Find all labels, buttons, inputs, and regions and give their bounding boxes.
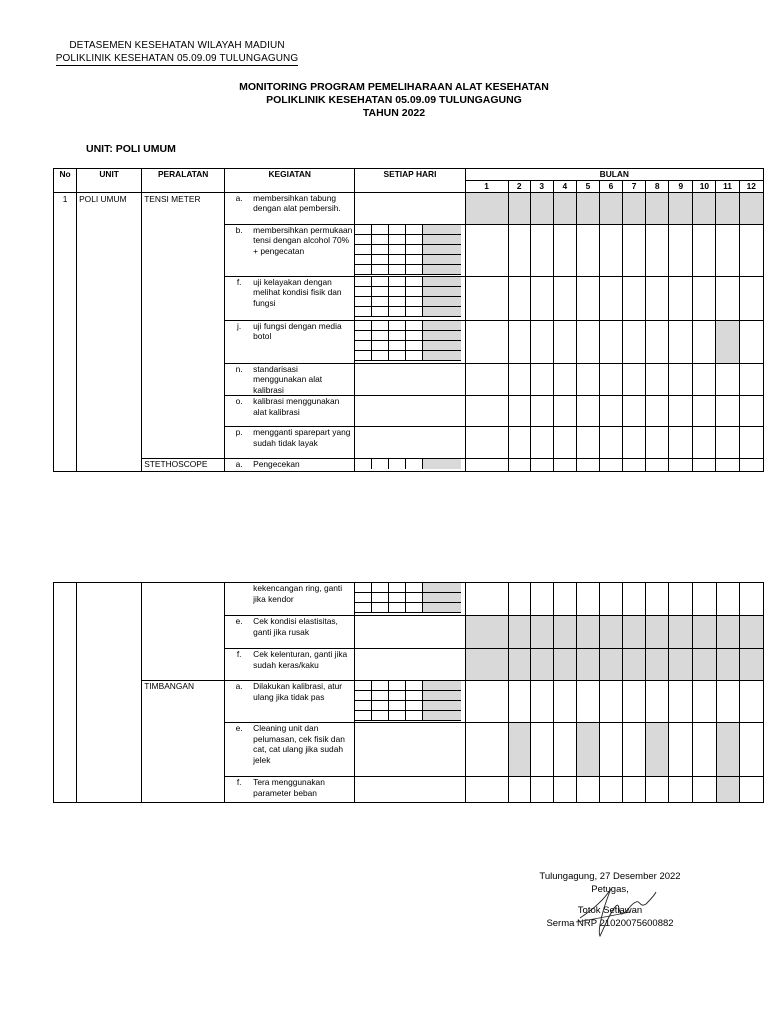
month-header: 5	[576, 180, 599, 192]
agency-header	[52, 39, 302, 66]
daily-cell	[355, 723, 465, 777]
daily-cell	[355, 649, 465, 681]
activity-cell: kekencangan ring, ganti jika kendor	[225, 583, 355, 616]
table-row	[54, 681, 764, 723]
month-header: 12	[739, 180, 763, 192]
daily-check-grid	[355, 583, 465, 616]
activity-cell: p. mengganti sparepart yang sudah tidak layak	[225, 427, 355, 459]
activity-cell: b. membersihkan permukaan tensi dengan alcohol 70% + pengecatan	[225, 224, 355, 276]
header-peralatan: PERALATAN	[142, 169, 225, 193]
signer-name: Totok Setiawan	[577, 905, 643, 916]
daily-cell	[355, 363, 465, 396]
activity-cell: a. membersihkan tabung dengan alat pembersih.	[225, 192, 355, 224]
table-row	[54, 192, 764, 224]
activity-cell: n. standarisasi menggunakan alat kalibrasi	[225, 363, 355, 396]
month-header: 2	[508, 180, 530, 192]
unit-cell	[77, 583, 142, 803]
activity-cell: o. kalibrasi menggunakan alat kalibrasi	[225, 396, 355, 427]
activity-cell: f. Cek kelenturan, ganti jika sudah keras/kaku	[225, 649, 355, 681]
month-header: 6	[599, 180, 622, 192]
unit-cell: POLI UMUM	[77, 192, 142, 471]
signer-rank: Serma NRP 21020075600882	[546, 918, 674, 929]
daily-check-grid	[355, 224, 465, 276]
month-header: 3	[530, 180, 553, 192]
activity-cell: f. uji kelayakan dengan melihat kondisi fisik dan fungsi	[225, 276, 355, 320]
daily-check-grid	[355, 681, 465, 723]
row-number	[54, 583, 77, 803]
agency-name: DETASEMEN KESEHATAN WILAYAH MADIUN	[69, 40, 285, 51]
daily-cell	[355, 427, 465, 459]
daily-check-grid	[355, 320, 465, 363]
daily-cell	[355, 396, 465, 427]
month-header: 10	[693, 180, 716, 192]
month-header: 8	[646, 180, 669, 192]
title-line-2: POLIKLINIK KESEHATAN 05.09.09 TULUNGAGUNG	[266, 94, 522, 106]
daily-check-grid	[355, 459, 465, 472]
activity-cell: e. Cleaning unit dan pelumasan, cek fisik dan cat, cat ulang jika sudah jelek	[225, 723, 355, 777]
month-header: 9	[669, 180, 693, 192]
daily-cell	[355, 777, 465, 803]
title-line-3: TAHUN 2022	[362, 107, 426, 119]
row-number: 1	[54, 192, 77, 471]
daily-check-grid	[355, 276, 465, 320]
month-header: 7	[623, 180, 646, 192]
table-row	[54, 583, 764, 616]
activity-cell: a. Dilakukan kalibrasi, atur ulang jika tidak pas	[225, 681, 355, 723]
title-line-1: MONITORING PROGRAM PEMELIHARAAN ALAT KESEHATAN	[239, 81, 549, 93]
clinic-name: POLIKLINIK KESEHATAN 05.09.09 TULUNGAGUNG	[55, 53, 299, 64]
header-no: No	[54, 169, 77, 193]
equipment-stethoscope: STETHOSCOPE	[142, 459, 225, 472]
equipment-timbangan: TIMBANGAN	[142, 681, 225, 803]
header-kegiatan: KEGIATAN	[225, 169, 355, 193]
activity-cell: a. Pengecekan	[225, 459, 355, 472]
activity-cell: j. uji fungsi dengan media botol	[225, 320, 355, 363]
month-header: 11	[716, 180, 739, 192]
activity-cell: e. Cek kondisi elastisitas, ganti jika rusak	[225, 616, 355, 649]
document-title	[0, 81, 768, 120]
daily-cell	[355, 616, 465, 649]
activity-cell: f. Tera menggunakan parameter beban	[225, 777, 355, 803]
equipment-stethoscope-continued	[142, 583, 225, 681]
maintenance-table-page-2	[53, 582, 764, 803]
place-date: Tulungagung, 27 Desember 2022	[539, 871, 681, 882]
unit-title: UNIT: POLI UMUM	[86, 143, 176, 155]
daily-cell	[355, 192, 465, 224]
month-header: 4	[553, 180, 576, 192]
table-row	[54, 459, 764, 472]
signer-role: Petugas,	[591, 884, 629, 895]
equipment-tensi-meter: TENSI METER	[142, 192, 225, 459]
header-bulan: BULAN	[465, 169, 763, 181]
month-header: 1	[465, 180, 508, 192]
header-unit: UNIT	[77, 169, 142, 193]
header-setiap-hari: SETIAP HARI	[355, 169, 465, 193]
maintenance-table-page-1	[53, 168, 764, 472]
